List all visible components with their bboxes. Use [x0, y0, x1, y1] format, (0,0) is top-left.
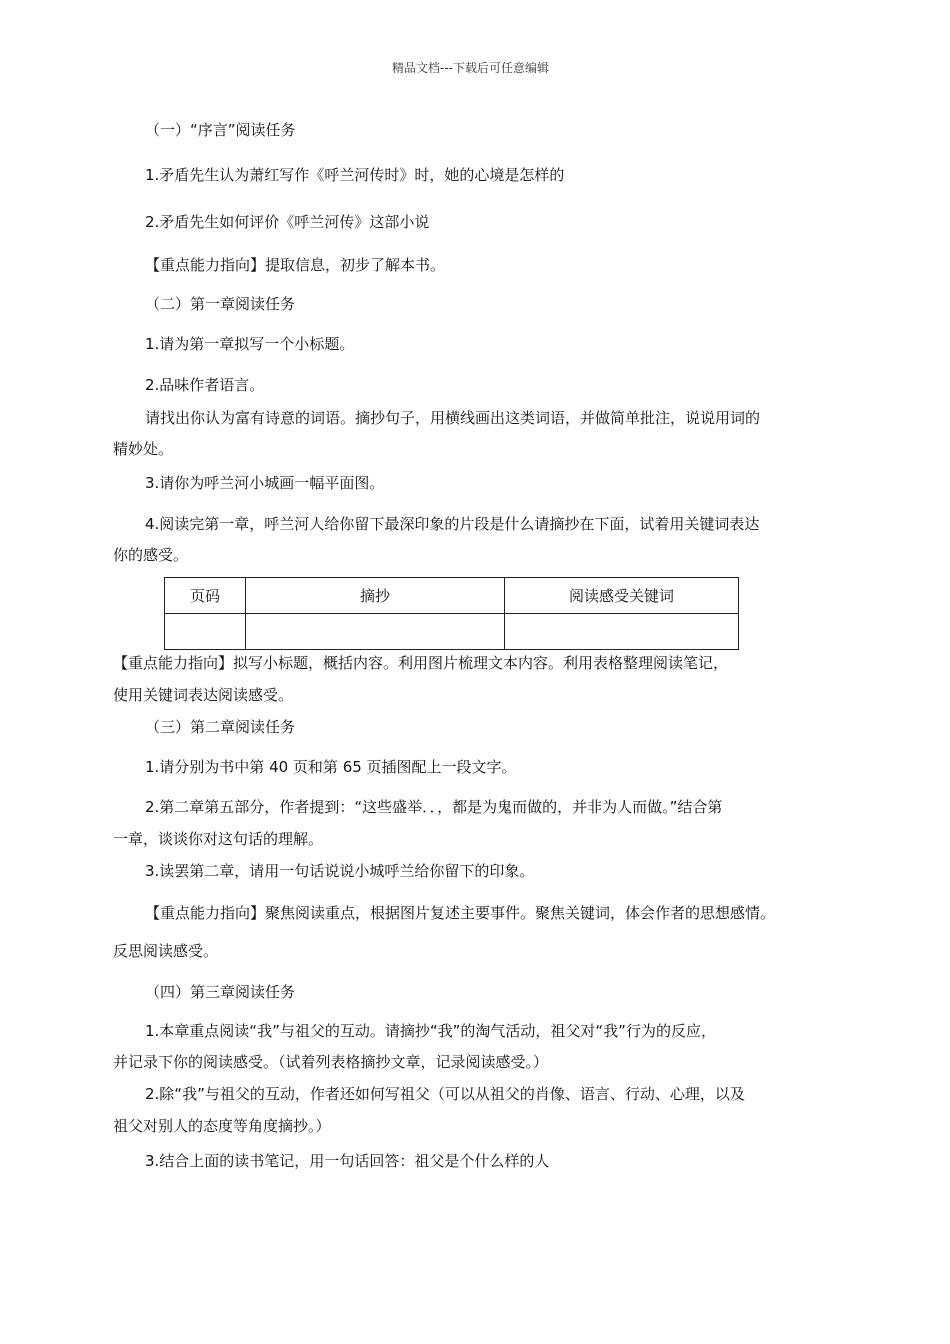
section-4-title: （四）第三章阅读任务 — [145, 983, 296, 1001]
section-3-question-3: 3.读罢第二章，请用一句话说说小城呼兰给你留下的印象。 — [145, 862, 535, 880]
table-header-page: 页码 — [165, 578, 246, 614]
section-2-question-1: 1.请为第一章拟写一个小标题。 — [145, 335, 355, 353]
section-2-key-ability-line-1: 【重点能力指向】拟写小标题，概括内容。利用图片梳理文本内容。利用表格整理阅读笔记， — [113, 654, 729, 672]
section-3-question-2-line-1: 2.第二章第五部分，作者提到：“这些盛举．．，都是为鬼而做的，并非为人而做。”结合第 — [145, 798, 723, 816]
section-4-question-3: 3.结合上面的读书笔记，用一句话回答：祖父是个什么样的人 — [145, 1152, 550, 1170]
section-3-question-2-line-2: 一章，谈谈你对这句话的理解。 — [113, 830, 324, 848]
reading-notes-table — [164, 577, 739, 650]
section-2-question-4-line-1: 4.阅读完第一章，呼兰河人给你留下最深印象的片段是什么请摘抄在下面，试着用关键词表达 — [145, 515, 760, 533]
table-cell-excerpt — [246, 614, 505, 650]
section-2-key-ability-line-2: 使用关键词表达阅读感受。 — [113, 686, 294, 704]
section-3-question-1: 1.请分别为书中第 40 页和第 65 页插图配上一段文字。 — [145, 758, 517, 776]
section-2-question-4-line-2: 你的感受。 — [113, 546, 189, 564]
section-2-question-2-detail-line-1: 请找出你认为富有诗意的词语。摘抄句子，用横线画出这类词语，并做简单批注，说说用词的 — [145, 409, 761, 427]
table-cell-keywords — [505, 614, 739, 650]
section-1-question-1: 1.矛盾先生认为萧红写作《呼兰河传时》时，她的心境是怎样的 — [145, 166, 565, 184]
section-3-title: （三）第二章阅读任务 — [145, 718, 296, 736]
section-1-question-2: 2.矛盾先生如何评价《呼兰河传》这部小说 — [145, 213, 430, 231]
section-3-key-ability-line-1: 【重点能力指向】聚焦阅读重点，根据图片复述主要事件。聚焦关键词，体会作者的思想感情。 — [145, 904, 776, 922]
section-2-title: （二）第一章阅读任务 — [145, 295, 296, 313]
table-row — [165, 614, 739, 650]
table-cell-page — [165, 614, 246, 650]
section-4-question-2-line-1: 2.除“我”与祖父的互动，作者还如何写祖父（可以从祖父的肖像、语言、行动、心理，以及 — [145, 1085, 745, 1103]
section-2-question-2: 2.品味作者语言。 — [145, 376, 265, 394]
page-header: 精品文档---下载后可任意编辑 — [392, 61, 549, 75]
section-2-question-3: 3.请你为呼兰河小城画一幅平面图。 — [145, 474, 385, 492]
section-1-key-ability: 【重点能力指向】提取信息，初步了解本书。 — [145, 256, 446, 274]
table-header-row — [165, 578, 739, 614]
section-4-question-2-line-2: 祖父对别人的态度等角度摘抄。） — [113, 1117, 331, 1135]
section-4-question-1-line-2: 并记录下你的阅读感受。（试着列表格摘抄文章，记录阅读感受。） — [113, 1053, 549, 1071]
section-2-question-2-detail-line-2: 精妙处。 — [113, 440, 174, 458]
section-1-title: （一）“序言”阅读任务 — [145, 121, 296, 139]
table-header-excerpt: 摘抄 — [246, 578, 505, 614]
section-4-question-1-line-1: 1.本章重点阅读“我”与祖父的互动。请摘抄“我”的淘气活动，祖父对“我”行为的反应， — [145, 1022, 716, 1040]
table-header-keywords: 阅读感受关键词 — [505, 578, 739, 614]
section-3-key-ability-line-2: 反思阅读感受。 — [113, 942, 219, 960]
